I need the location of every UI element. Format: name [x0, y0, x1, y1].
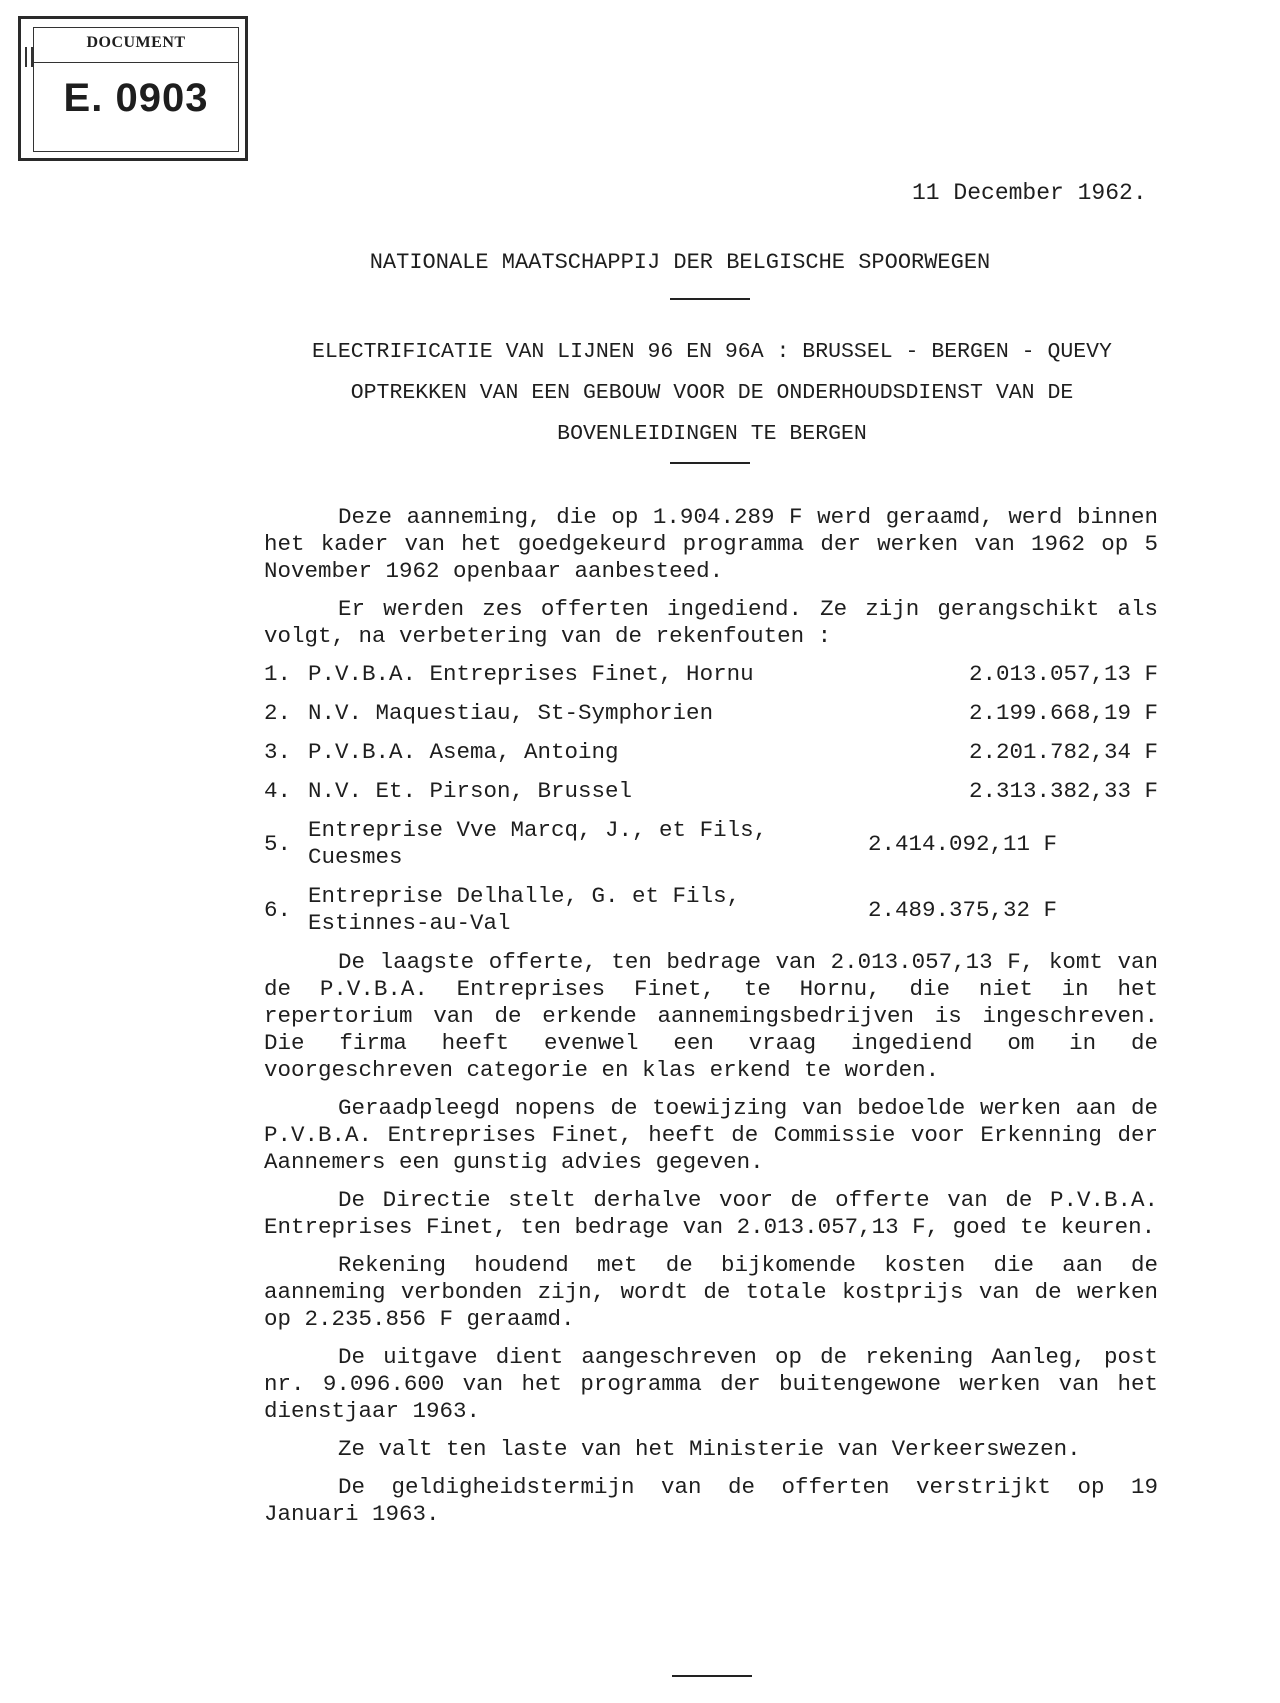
paragraph-validity: De geldigheidstermijn van de offerten verstrijkt op 19 Januari 1963. [264, 1474, 1158, 1527]
paragraph-offers-intro: Er werden zes offerten ingediend. Ze zijn gerangschikt als volgt, na verbetering van de rekenfouten : [264, 596, 1158, 649]
subject-line-1: ELECTRIFICATIE VAN LIJNEN 96 EN 96A : BRUSSEL - BERGEN - QUEVY [312, 340, 1112, 364]
tender-name: Entreprise Vve Marcq, J., et Fils, Cuesmes [308, 817, 768, 870]
tender-name: Entreprise Delhalle, G. et Fils, Estinnes-au-Val [308, 883, 741, 936]
tender-row [264, 817, 1158, 871]
document-body [264, 504, 1158, 1539]
paragraph-directorate-proposal: De Directie stelt derhalve voor de offerte van de P.V.B.A. Entreprises Finet, ten bedrage van 2.013.057,13 F, goed te keuren. [264, 1187, 1158, 1240]
footer-divider [672, 1675, 752, 1677]
document-date: 11 December 1962. [912, 180, 1147, 206]
tender-amount: 2.414.092,11 F [868, 830, 1058, 857]
paragraph-total-cost: Rekening houdend met de bijkomende kosten die aan de aanneming verbonden zijn, wordt de totale kostprijs van de werken op 2.235.856 F geraamd. [264, 1252, 1158, 1332]
tender-row [264, 739, 1158, 766]
tender-row [264, 778, 1158, 805]
paragraph-lowest-offer: De laagste offerte, ten bedrage van 2.013.057,13 F, komt van de P.V.B.A. Entreprises Finet, te Hornu, die niet in het repertorium van de erkende aannemingsbedrijven is ingeschreven. Die firma heeft evenwel een vraag ingediend om in de voorgeschreven categorie en klas erkend te worden. [264, 949, 1158, 1083]
stamp-label: DOCUMENT [86, 34, 186, 51]
organization-name: NATIONALE MAATSCHAPPIJ DER BELGISCHE SPOORWEGEN [369, 250, 991, 275]
header-divider [670, 298, 750, 300]
tender-number: 3. [264, 739, 292, 765]
tender-amount: 2.199.668,19 F [968, 700, 1158, 726]
tender-number: 4. [264, 778, 292, 804]
tender-number: 2. [264, 700, 292, 726]
subject-block [262, 332, 1162, 455]
tender-name: N.V. Et. Pirson, Brussel [308, 778, 633, 804]
paragraph-estimate: Deze aanneming, die op 1.904.289 F werd geraamd, werd binnen het kader van het goedgekeurd programma der werken van 1962 op 5 November 1962 openbaar aanbesteed. [264, 504, 1158, 584]
tender-amount: 2.313.382,33 F [968, 778, 1158, 804]
subject-divider [670, 462, 750, 464]
tender-amount: 2.201.782,34 F [968, 739, 1158, 765]
tender-number: 5. [264, 830, 292, 857]
subject-line-2: OPTREKKEN VAN EEN GEBOUW VOOR DE ONDERHOUDSDIENST VAN DE [350, 381, 1074, 405]
stamp-divider [34, 62, 238, 63]
tender-row [264, 700, 1158, 727]
tender-row [264, 661, 1158, 688]
stamp-tick-mark [25, 47, 33, 67]
stamp-code: E. 0903 [63, 76, 209, 120]
paragraph-commission-advice: Geraadpleegd nopens de toewijzing van bedoelde werken aan de P.V.B.A. Entreprises Finet, heeft de Commissie voor Erkenning der Aannemers een gunstig advies gegeven. [264, 1095, 1158, 1175]
tender-number: 1. [264, 661, 292, 687]
paragraph-ministry: Ze valt ten laste van het Ministerie van Verkeerswezen. [338, 1436, 1081, 1462]
subject-line-3: BOVENLEIDINGEN TE BERGEN [557, 422, 867, 446]
tender-name: P.V.B.A. Asema, Antoing [308, 739, 619, 765]
tender-name: P.V.B.A. Entreprises Finet, Hornu [308, 661, 754, 687]
tender-name: N.V. Maquestiau, St-Symphorien [308, 700, 714, 726]
tender-amount: 2.013.057,13 F [968, 661, 1158, 687]
tender-amount: 2.489.375,32 F [868, 896, 1058, 923]
paragraph-account: De uitgave dient aangeschreven op de rekening Aanleg, post nr. 9.096.600 van het programma der buitengewone werken van het dienstjaar 1963. [264, 1344, 1158, 1424]
stamp-frame [33, 27, 239, 152]
tender-number: 6. [264, 896, 292, 923]
document-stamp [18, 16, 248, 161]
tender-row [264, 883, 1158, 937]
tender-list [264, 661, 1158, 937]
